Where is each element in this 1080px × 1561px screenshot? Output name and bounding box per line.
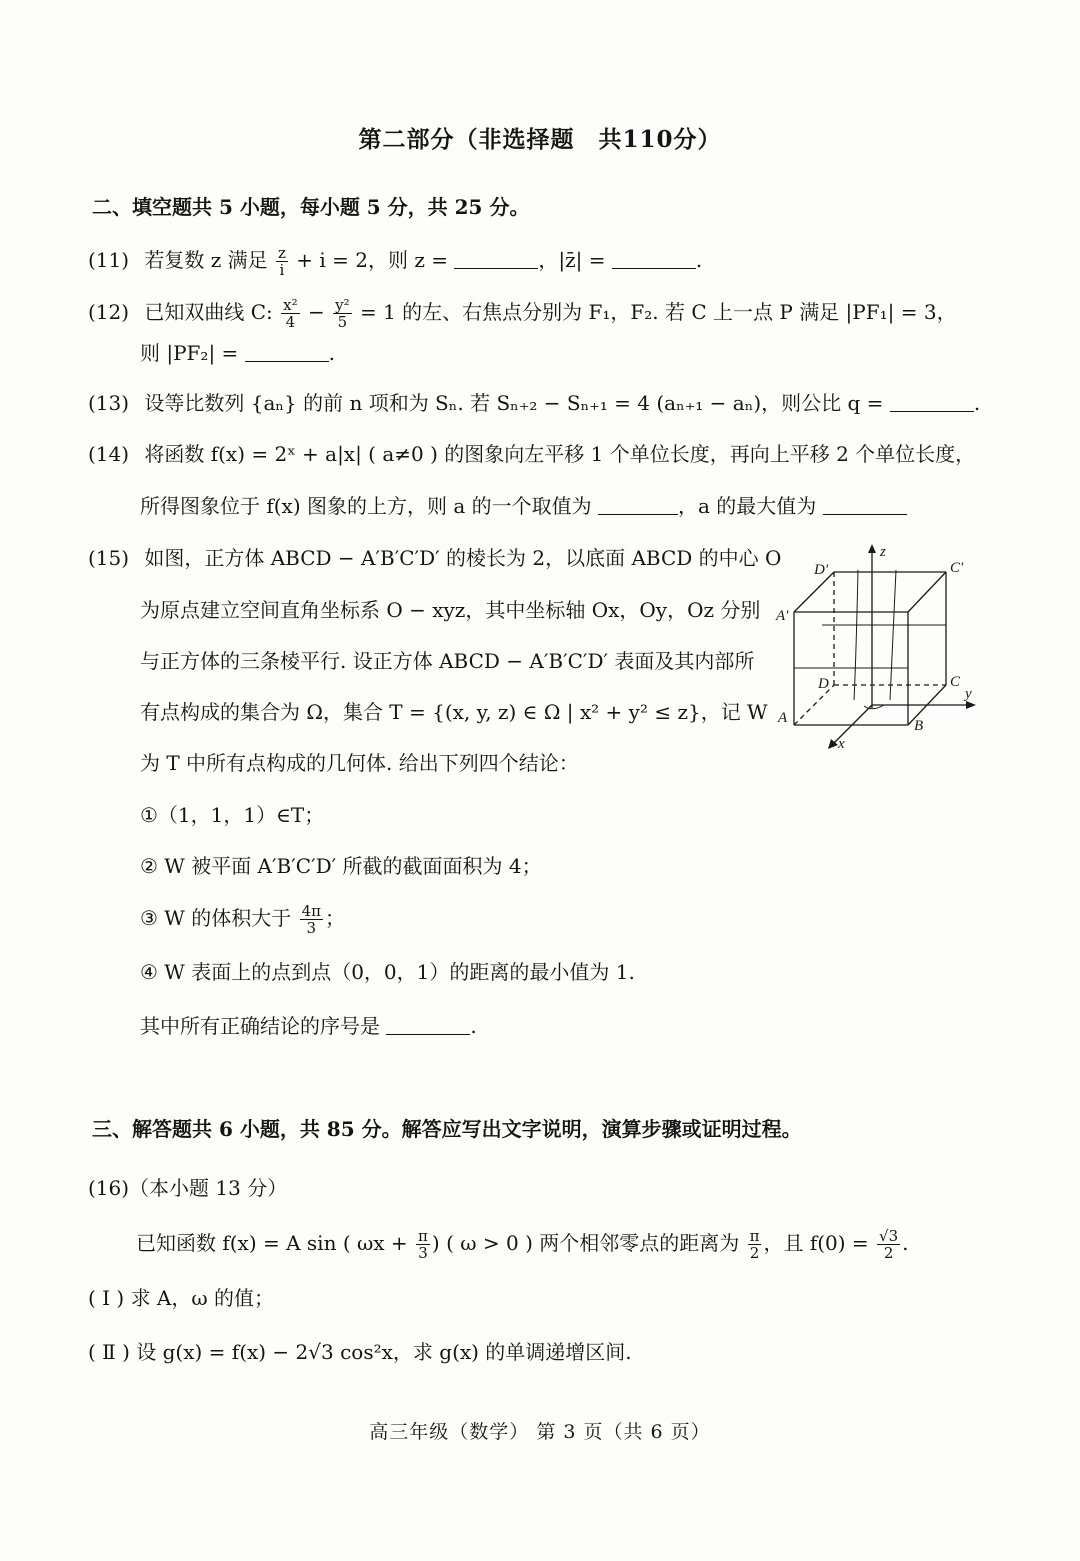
q11-text-mid: ，|z̄| =	[538, 248, 606, 272]
q15-c3-pre: ③ W 的体积大于	[140, 906, 292, 930]
q15-ask-text: 其中所有正确结论的序号是	[140, 1014, 380, 1038]
label-b: B	[914, 718, 924, 734]
section-2-heading: 二、填空题共 5 小题，每小题 5 分，共 25 分。	[92, 195, 530, 219]
paraboloid-curve	[854, 570, 858, 700]
question-16-stem	[136, 1228, 909, 1261]
answer-blank[interactable]	[454, 248, 538, 269]
section-3-heading: 三、解答题共 6 小题，共 85 分。解答应写出文字说明，演算步骤或证明过程。	[92, 1117, 802, 1141]
frac-numerator: y²	[335, 296, 350, 314]
label-d: D	[818, 676, 829, 692]
q14-line2a: 所得图象位于 f(x) 图象的上方，则 a 的一个取值为	[140, 494, 592, 518]
frac-numerator: π	[749, 1227, 760, 1245]
label-x: x	[838, 736, 845, 750]
label-a-prime: A′	[776, 608, 789, 624]
question-11	[88, 245, 702, 278]
q15-end: .	[470, 1014, 477, 1038]
label-d-prime: D′	[814, 562, 829, 578]
edge-line	[908, 572, 946, 612]
q15-line: 与正方体的三条棱平行. 设正方体 ABCD − A′B′C′D′ 表面及其内部所	[140, 649, 755, 673]
q14-line1: 将函数 f(x) = 2ˣ + a|x| ( a≠0 ) 的图象向左平移 1 个单位长度，再向上平移 2 个单位长度，	[144, 442, 976, 466]
q15-line: 为 T 中所有点构成的几何体. 给出下列四个结论：	[140, 751, 579, 775]
question-number: (12)	[88, 300, 130, 324]
q16-stem-c: ，且 f(0) =	[763, 1231, 869, 1255]
page-title: 第二部分（非选择题 共110分）	[358, 126, 722, 153]
label-y: y	[965, 686, 972, 702]
q16-fraction-pi3	[416, 1228, 430, 1261]
label-c: C	[950, 674, 961, 690]
frac-numerator: √3	[879, 1227, 899, 1245]
q12-text-post: = 1 的左、右焦点分别为 F₁，F₂. 若 C 上一点 P 满足 |PF₁| = 3，	[359, 300, 957, 324]
question-16-part-2: ( Ⅱ ) 设 g(x) = f(x) − 2√3 cos²x，求 g(x) 的单调递增区间.	[88, 1340, 632, 1364]
frac-denominator: 5	[337, 313, 348, 331]
frac-numerator: 4π	[301, 902, 321, 920]
q15-conclusion-2: ② W 被平面 A′B′C′D′ 所截的截面面积为 4；	[140, 854, 542, 878]
question-12	[88, 297, 957, 330]
question-14	[88, 440, 975, 468]
question-16-part-1: ( Ⅰ ) 求 A，ω 的值；	[88, 1286, 275, 1310]
q16-fraction-pi2	[748, 1228, 762, 1261]
q15-line: 为原点建立空间直角坐标系 O − xyz，其中坐标轴 Ox，Oy，Oz 分别	[140, 598, 761, 622]
frac-denominator: 2	[883, 1244, 894, 1262]
q12-text-pre: 已知双曲线 C:	[144, 300, 273, 324]
q15-c3-post: ；	[324, 906, 345, 930]
question-14-line-2	[140, 492, 907, 520]
q15-conclusion-3	[140, 903, 345, 936]
cube-coordinate-figure	[772, 540, 982, 750]
q15-conclusion-1: ①（1，1，1）∈T；	[140, 803, 325, 827]
q11-text-post: + i = 2，则 z =	[296, 248, 448, 272]
q12-fraction-x	[281, 297, 299, 330]
question-16-header: (16)（本小题 13 分）	[88, 1176, 288, 1200]
frac-numerator: π	[418, 1227, 428, 1245]
answer-blank[interactable]	[823, 494, 907, 515]
q15-line: 如图，正方体 ABCD − A′B′C′D′ 的棱长为 2，以底面 ABCD 的中心 O	[144, 546, 782, 570]
question-13	[88, 389, 980, 417]
q12-end: .	[328, 341, 336, 365]
question-number: (13)	[88, 391, 130, 415]
q12-minus: −	[307, 300, 325, 324]
question-number: (15)	[88, 546, 130, 570]
paraboloid-curve	[890, 570, 896, 700]
z-axis-arrow	[868, 544, 876, 553]
frac-denominator: 3	[306, 919, 317, 937]
frac-denominator: 3	[418, 1244, 428, 1262]
frac-numerator: x²	[283, 296, 298, 314]
q16-stem-a: 已知函数 f(x) = A sin ( ωx +	[136, 1231, 408, 1255]
q15-ask	[140, 1012, 477, 1040]
question-12-line-2	[140, 339, 335, 367]
q12-line2: 则 |PF₂| =	[140, 341, 239, 365]
frac-denominator: 2	[749, 1244, 760, 1262]
y-axis-arrow	[966, 701, 976, 709]
q11-text-pre: 若复数 z 满足	[144, 248, 268, 272]
q11-fraction	[276, 245, 288, 278]
frac-denominator: 4	[285, 313, 296, 331]
q16-fraction-sqrt3	[877, 1228, 900, 1261]
edge-line	[794, 572, 834, 612]
frac-numerator: z	[277, 244, 286, 262]
q13-text: 设等比数列 {aₙ} 的前 n 项和为 Sₙ. 若 Sₙ₊₂ − Sₙ₊₁ = 4 (aₙ₊₁ − aₙ)，则公比 q =	[144, 391, 884, 415]
question-number: (11)	[88, 248, 130, 272]
answer-blank[interactable]	[598, 494, 678, 515]
answer-blank[interactable]	[245, 341, 329, 362]
label-c-prime: C′	[950, 560, 964, 576]
frac-denominator: i	[279, 261, 285, 279]
q15-conclusion-4: ④ W 表面上的点到点（0，0，1）的距离的最小值为 1.	[140, 960, 635, 984]
page-footer: 高三年级（数学） 第 3 页（共 6 页）	[369, 1421, 711, 1443]
q14-line2b: ，a 的最大值为	[678, 494, 817, 518]
answer-blank[interactable]	[612, 248, 696, 269]
q15-c3-fraction	[300, 903, 323, 936]
label-z: z	[880, 544, 886, 560]
q12-fraction-y	[333, 297, 352, 330]
label-a: A	[778, 710, 788, 726]
answer-blank[interactable]	[386, 1014, 470, 1035]
question-number: (14)	[88, 442, 130, 466]
question-15	[88, 544, 781, 572]
answer-blank[interactable]	[890, 391, 974, 412]
q16-stem-b: ) ( ω > 0 ) 两个相邻零点的距离为	[431, 1231, 740, 1255]
q11-end: .	[695, 248, 703, 272]
q13-end: .	[973, 391, 981, 415]
q15-line: 有点构成的集合为 Ω，集合 T = {(x, y, z) ∈ Ω | x² + y² ≤ z}，记 W	[140, 700, 768, 724]
q16-stem-end: .	[902, 1231, 909, 1255]
